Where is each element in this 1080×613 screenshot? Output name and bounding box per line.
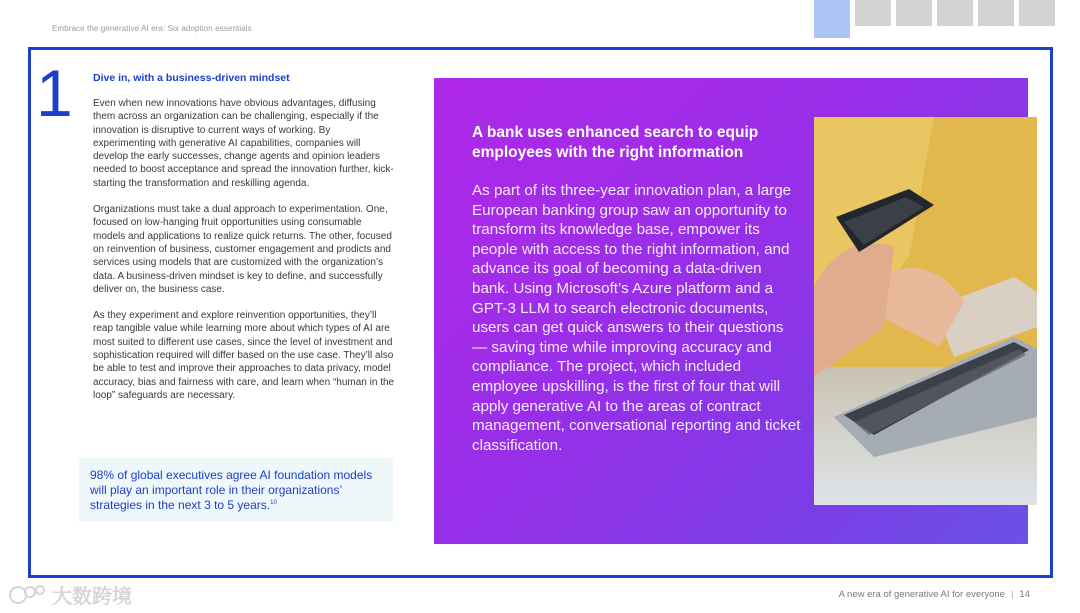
- nav-tab-4[interactable]: [937, 0, 973, 26]
- section-nav: [814, 0, 1055, 38]
- section-title: Dive in, with a business-driven mindset: [93, 72, 290, 84]
- watermark-logo-icon: [8, 582, 48, 608]
- page-number: 14: [1019, 589, 1030, 600]
- section-number: 1: [36, 56, 73, 130]
- case-study-title: A bank uses enhanced search to equip employees with the right information: [472, 124, 759, 161]
- nav-tab-2[interactable]: [855, 0, 891, 26]
- stat-text: 98% of global executives agree AI foundation models will play an important role in their organizations’ strategies in the next 3 to 5 years.: [90, 468, 373, 513]
- watermark: [8, 580, 132, 609]
- body-text: [93, 97, 395, 415]
- nav-tab-5[interactable]: [978, 0, 1014, 26]
- breadcrumb: Embrace the generative AI era: Six adoption essentials: [52, 24, 252, 33]
- nav-tab-6[interactable]: [1019, 0, 1055, 26]
- photo-illustration: [814, 117, 1037, 505]
- watermark-text: 大数跨境: [52, 586, 132, 608]
- footer-title: A new era of generative AI for everyone: [838, 589, 1005, 600]
- case-study-photo: [814, 117, 1037, 505]
- footer: [839, 589, 1030, 600]
- nav-tab-3[interactable]: [896, 0, 932, 26]
- stat-callout: [79, 458, 393, 522]
- paragraph: Organizations must take a dual approach to experimentation. One, focused on low-hanging fruit opportunities using consumable models and applications to realize quick returns. The other, focused on reinvention of business, customer engagement and prodicts and services using models that are customized with the organization’s data. A business-driven mindset is key to define, and successfully deliver on, the business case.: [93, 204, 392, 295]
- paragraph: Even when new innovations have obvious advantages, diffusing them across an organization can be challenging, especially if the innovation is disruptive to current ways of working. By experimenting with generative AI capabilities, companies will develop the early successes, change agents and opinion leaders needed to boost acceptance and spread the innovation further, kick-starting the transformation and reskilling agenda.: [93, 98, 394, 189]
- case-study-body: As part of its three-year innovation plan, a large European banking group saw an opportunity to transform its knowledge base, empower its people with access to the right information, and advance its goal of becoming a data-driven bank. Using Microsoft’s Azure platform and a GPT-3 LLM to search electronic documents, users can get quick answers to their questions — saving time while improving accuracy and compliance. The project, which included employee upskilling, is the first of four that will apply generative AI to the areas of contract management, conversational reporting and ticket classification.: [472, 182, 801, 454]
- paragraph: As they experiment and explore reinvention opportunities, they’ll reap tangible value while learning more about which types of AI are most suited to different use cases, since the level of investment and sophistication required will differ based on the use case. They’ll also be able to test and improve their approaches to data privacy, model accuracy, bias and fairness with care, and learn when “human in the loop” safeguards are necessary.: [93, 310, 395, 401]
- nav-tab-1[interactable]: [814, 0, 850, 38]
- footnote-marker: 10: [270, 500, 277, 507]
- footer-separator: |: [1010, 589, 1014, 600]
